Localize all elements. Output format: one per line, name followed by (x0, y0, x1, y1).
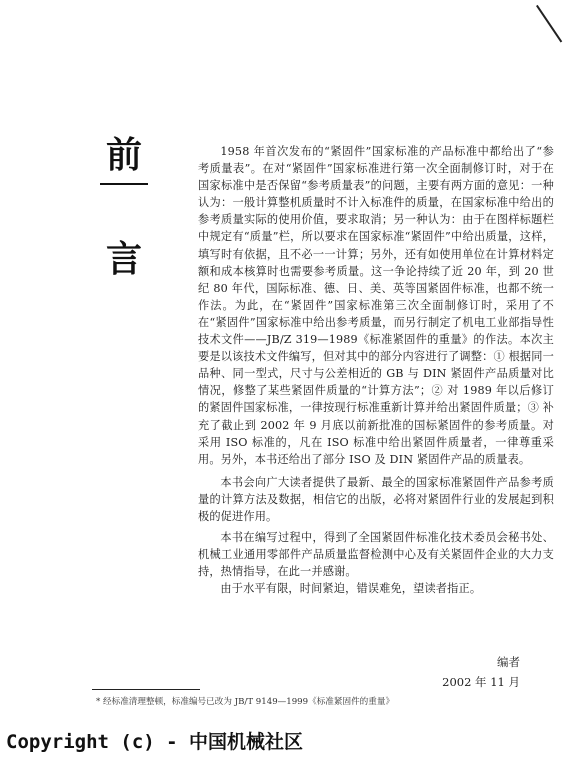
heading-divider (100, 183, 148, 185)
paragraph-acknowledgement: 本书在编写过程中，得到了全国紧固件标准化技术委员会秘书处、机械工业通用零部件产品质量监督检测中心及有关紧固件企业的大力支持，热情指导，在此一并感谢。 (198, 531, 554, 579)
paragraph-history: 1958 年首次发布的“紧固件”国家标准的产品标准中都给出了“参考质量表”。在对“紧固件”国家标准进行第一次全面制修订时，对于在国家标准中是否保留“参考质量表”的问题，主要有两方面的意见：一种认为：一般计算整机质量时不计入标准件的质量，在国家标准中给出的参考质量实际的使用价值，要求取消；另一种认为：由于在图样标题栏中规定有“质量”栏，所以要求在国家标准“紧固件”中给出质量，这样，填写时有依据，且不必一一计算；另外，还有如使用单位在计算材料定额和成本核算时也需要参考质量。这一争论持续了近 20 年，到 20 世纪 80 年代，国际标准、德、日、美、英等国紧固件标准，也都不统一作法。为此，在“紧固件”国家标准第三次全面制修订时，采用了不在“紧固件”国家标准中给出参考质量，而另行制定了机电工业部指导性技术文件——JB/Z 319—1989《标准紧固件的重量》的作法。本次主要是以该技术文件编写，但对其中的部分内容进行了调整：① 根据同一品种、同一型式，尺寸与公差相近的 GB 与 DIN 紧固件产品质量对比情况，修整了某些紧固件质量的“计算方法”；② 对 1989 年以后修订的紧固件国家标准，一律按现行标准重新计算并给出紧固件质量；③ 补充了截止到 2002 年 9 月底以前新批准的国标紧固件的参考质量。对采用 ISO 标准的，凡在 ISO 标准中给出紧固件质量者，一律尊重采用。另外，本书还给出了部分 ISO 及 DIN 紧固件产品的质量表。 (198, 145, 554, 466)
footnote-text: * 经标准清理整顿，标准编号已改为 JB/T 9149—1999《标准紧固件的重量》 (96, 697, 395, 707)
footnote-divider (92, 689, 200, 690)
paragraph-contribution: 本书会向广大读者提供了最新、最全的国家标准紧固件产品参考质量的计算方法及数据，相信它的出版，必将对紧固件行业的发展起到积极的促进作用。 (198, 475, 554, 523)
scan-corner-mark (536, 5, 562, 43)
copyright-watermark: Copyright (c) - 中国机械社区 (6, 731, 304, 753)
preface-body (198, 143, 554, 597)
signature-author: 编者 (497, 655, 520, 669)
heading-char-qian: 前 (105, 135, 142, 176)
signature-block (400, 652, 520, 692)
heading-char-yan: 言 (105, 239, 142, 280)
signature-date: 2002 年 11 月 (442, 675, 520, 689)
paragraph-apology: 由于水平有限，时间紧迫，错误难免，望读者指正。 (220, 582, 482, 596)
